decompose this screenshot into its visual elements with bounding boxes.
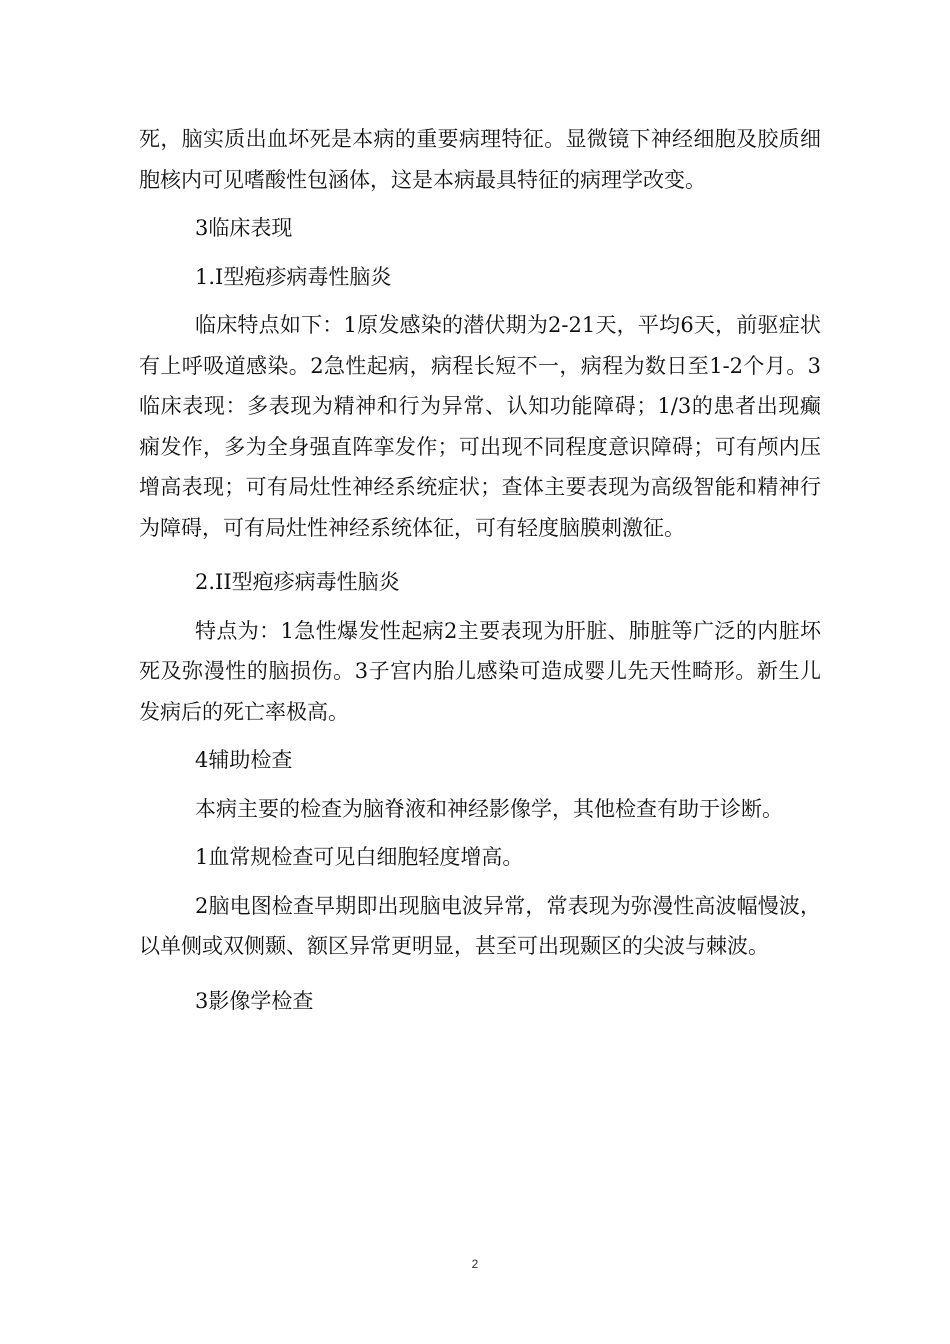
paragraph-type-1-features: 临床特点如下：1原发感染的潜伏期为2-21天，平均6天，前驱症状有上呼吸道感染。2急性起病，病程长短不一，病程为数日至1-2个月。3临床表现：多表现为精神和行为异常、认知功能障碍；1/3的患者出现癫痫发作，多为全身强直阵挛发作；可出现不同程度意识障碍；可有颅内压增高表现；可有局灶性神经系统症状；查体主要表现为高级智能和精神行为障碍，可有局灶性神经系统体征，可有轻度脑膜刺激征。 [139, 313, 821, 540]
paragraph-main-exams: 本病主要的检查为脑脊液和神经影像学，其他检查有助于诊断。 [195, 796, 783, 821]
section-heading-auxiliary-exams: 4辅助检查 [195, 748, 293, 772]
paragraph-pathology-continued: 死，脑实质出血坏死是本病的重要病理特征。显微镜下神经细胞及胶质细胞核内可见嗜酸性包涵体，这是本病最具特征的病理学改变。 [139, 127, 821, 192]
paragraph-blood-routine: 1血常规检查可见白细胞轻度增高。 [195, 845, 524, 869]
paragraph-eeg: 2脑电图检查早期即出现脑电波异常，常表现为弥漫性高波幅慢波，以单侧或双侧颞、额区异常更明显，甚至可出现颞区的尖波与棘波。 [139, 893, 821, 958]
section-heading-clinical-manifestations: 3临床表现 [195, 216, 293, 240]
page-number: 2 [471, 1257, 479, 1271]
subheading-type-1-hsv-encephalitis: 1.I型疱疹病毒性脑炎 [195, 264, 392, 289]
document-body [139, 119, 821, 1021]
subheading-imaging-exam: 3影像学检查 [195, 988, 314, 1013]
subheading-type-2-hsv-encephalitis: 2.II型疱疹病毒性脑炎 [195, 570, 400, 594]
paragraph-type-2-features: 特点为：1急性爆发性起病2主要表现为肝脏、肺脏等广泛的内脏坏死及弥漫性的脑损伤。3子宫内胎儿感染可造成婴儿先天性畸形。新生儿发病后的死亡率极高。 [139, 618, 821, 724]
